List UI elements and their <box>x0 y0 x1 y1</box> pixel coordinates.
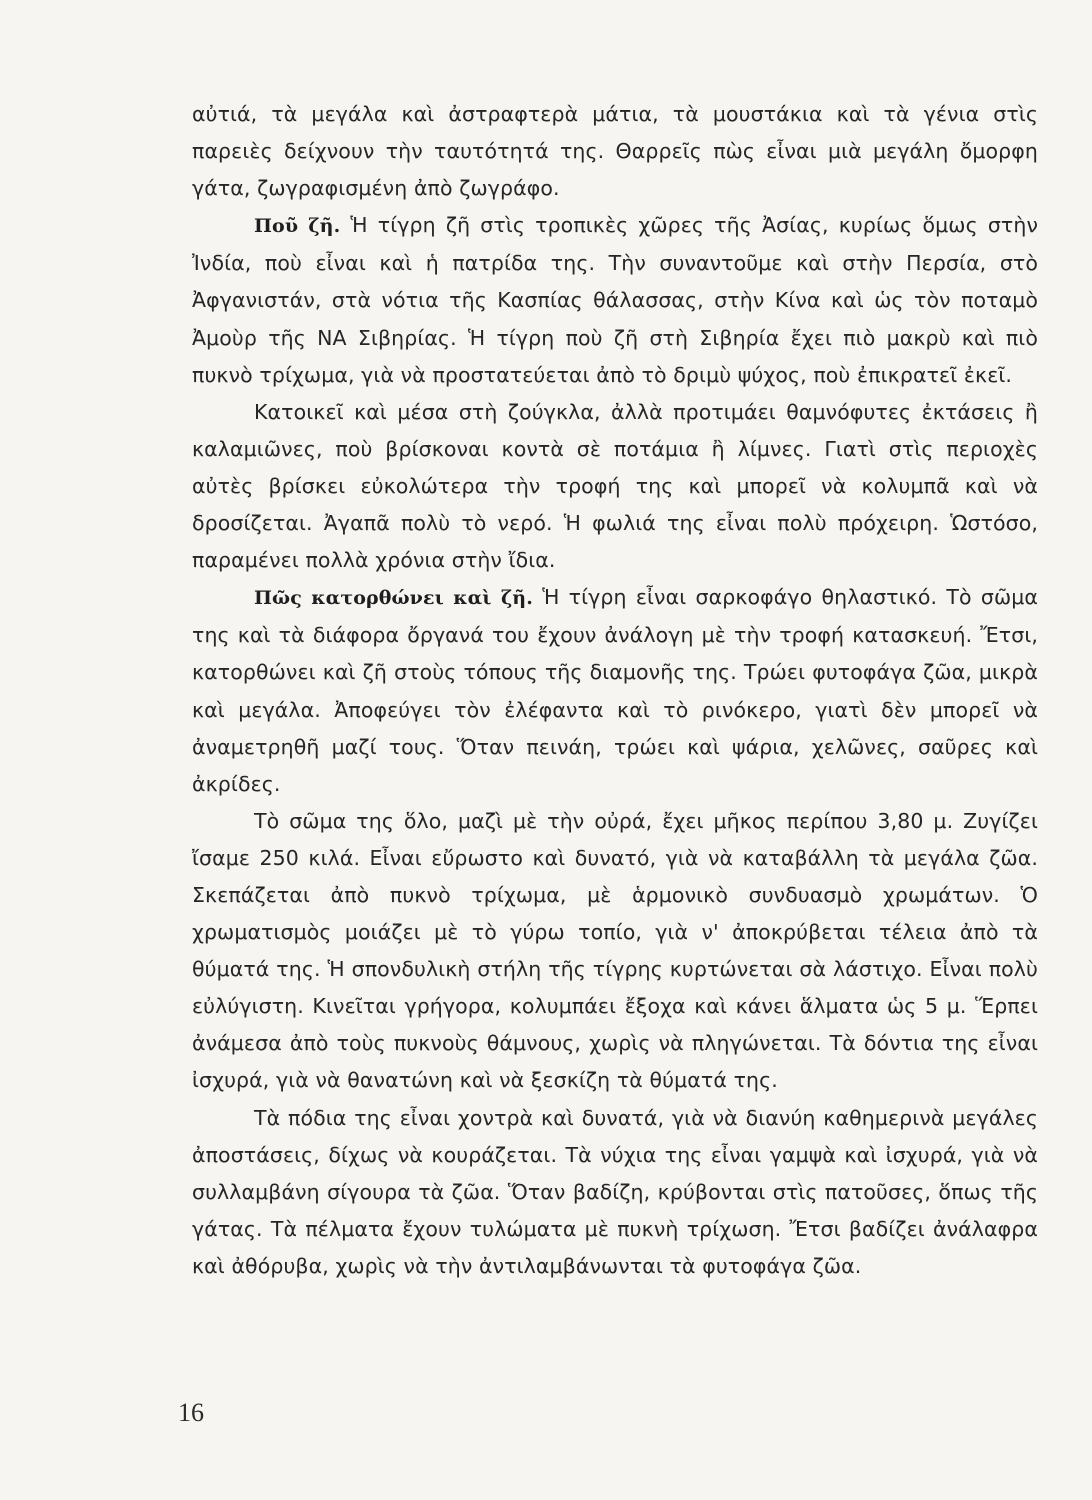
paragraph-4 <box>192 579 1038 803</box>
subheading-where-it-lives: Ποῦ ζῆ. <box>254 215 341 238</box>
subheading-how-it-survives: Πῶς κατορθώνει καὶ ζῆ. <box>254 587 533 610</box>
page-number: 16 <box>178 1398 204 1427</box>
body-text <box>192 96 1038 1285</box>
paragraph-2-text: Ἡ τίγρη ζῆ στὶς τροπικὲς χῶρες τῆς Ἀσίας, κυρίως ὅμως στὴν Ἰνδία, ποὺ εἶναι καὶ ἡ πατρίδα της. Τὴν συναντοῦμε καὶ στὴν Περσία, στὸ Ἀφγανιστάν, στὰ νότια τῆς Κασπίας θάλασσας, στὴν Κίνα καὶ ὡς τὸν ποταμὸ Ἀμοὺρ τῆς ΝΑ Σιβηρίας. Ἡ τίγρη ποὺ ζῆ στὴ Σιβηρία ἔχει πιὸ μακρὺ καὶ πιὸ πυκνὸ τρίχωμα, γιὰ νὰ προστατεύεται ἀπὸ τὸ δριμὺ ψύχος, ποὺ ἐπικρατεῖ ἐκεῖ. <box>192 213 1039 387</box>
paragraph-6 <box>192 1100 1038 1285</box>
paragraph-1 <box>192 96 1038 207</box>
paragraph-5-text: Τὸ σῶμα της ὅλο, μαζὶ μὲ τὴν οὐρά, ἔχει μῆκος περίπου 3,80 μ. Ζυγίζει ἴσαμε 250 κιλά. Εἶναι εὔρωστο καὶ δυνατό, γιὰ νὰ καταβάλλη τὰ μεγάλα ζῶα. Σκεπάζεται ἀπὸ πυκνὸ τρίχωμα, μὲ ἁρμονικὸ συνδυασμὸ χρωμάτων. Ὁ χρωματισμὸς μοιάζει μὲ τὸ γύρω τοπίο, γιὰ ν' ἀποκρύβεται τέλεια ἀπὸ τὰ θύματά της. Ἡ σπονδυλικὴ στήλη τῆς τίγρης κυρτώνεται σὰ λάστιχο. Εἶναι πολὺ εὐλύγιστη. Κινεῖται γρήγορα, κολυμπάει ἔξοχα καὶ κάνει ἅλματα ὡς 5 μ. Ἕρπει ἀνάμεσα ἀπὸ τοὺς πυκνοὺς θάμνους, χωρὶς νὰ πληγώνεται. Τὰ δόντια της εἶναι ἰσχυρά, γιὰ νὰ θανατώνη καὶ νὰ ξεσκίζη τὰ θύματά της. <box>192 808 1038 1093</box>
paragraph-3-text: Κατοικεῖ καὶ μέσα στὴ ζούγκλα, ἀλλὰ προτιμάει θαμνόφυτες ἐκτάσεις ἢ καλαμιῶνες, ποὺ βρίσκοναι κοντὰ σὲ ποτάμια ἢ λίμνες. Γιατὶ στὶς περιοχὲς αὐτὲς βρίσκει εὐκολώτερα τὴν τροφή της καὶ μπορεῖ νὰ κολυμπᾶ καὶ νὰ δροσίζεται. Ἀγαπᾶ πολὺ τὸ νερό. Ἡ φωλιά της εἶναι πολὺ πρόχειρη. Ὡστόσο, παραμένει πολλὰ χρόνια στὴν ἴδια. <box>192 399 1038 573</box>
paragraph-6-text: Τὰ πόδια της εἶναι χοντρὰ καὶ δυνατά, γιὰ νὰ διανύη καθημερινὰ μεγάλες ἀποστάσεις, δίχως νὰ κουράζεται. Τὰ νύχια της εἶναι γαμψὰ καὶ ἰσχυρά, γιὰ νὰ συλλαμβάνη σίγουρα τὰ ζῶα. Ὅταν βαδίζη, κρύβονται στὶς πατοῦσες, ὅπως τῆς γάτας. Τὰ πέλματα ἔχουν τυλώματα μὲ πυκνὴ τρίχωση. Ἔτσι βαδίζει ἀνάλαφρα καὶ ἀθόρυβα, χωρὶς νὰ τὴν ἀντιλαμβάνωνται τὰ φυτοφάγα ζῶα. <box>192 1105 1038 1278</box>
paragraph-4-text: Ἡ τίγρη εἶναι σαρκοφάγο θηλαστικό. Τὸ σῶμα της καὶ τὰ διάφορα ὄργανά του ἔχουν ἀνάλογη μὲ τὴν τροφή κατασκευή. Ἔτσι, κατορθώνει καὶ ζῆ στοὺς τόπους τῆς διαμονῆς της. Τρώει φυτοφάγα ζῶα, μικρὰ καὶ μεγάλα. Ἀποφεύγει τὸν ἐλέφαντα καὶ τὸ ρινόκερο, γιατὶ δὲν μπορεῖ νὰ ἀναμετρηθῆ μαζί τους. Ὅταν πεινάη, τρώει καὶ ψάρια, χελῶνες, σαῦρες καὶ ἀκρίδες. <box>192 585 1038 796</box>
paragraph-2 <box>192 207 1038 393</box>
paragraph-5 <box>192 803 1038 1100</box>
paragraph-3 <box>192 394 1038 579</box>
paragraph-1-text: αὐτιά, τὰ μεγάλα καὶ ἀστραφτερὰ μάτια, τὰ μουστάκια καὶ τὰ γένια στὶς παρειὲς δείχνουν τὴν ταυτότητά της. Θαρρεῖς πὼς εἶναι μιὰ μεγάλη ὄμορφη γάτα, ζωγραφισμένη ἀπὸ ζωγράφο. <box>192 102 1038 201</box>
